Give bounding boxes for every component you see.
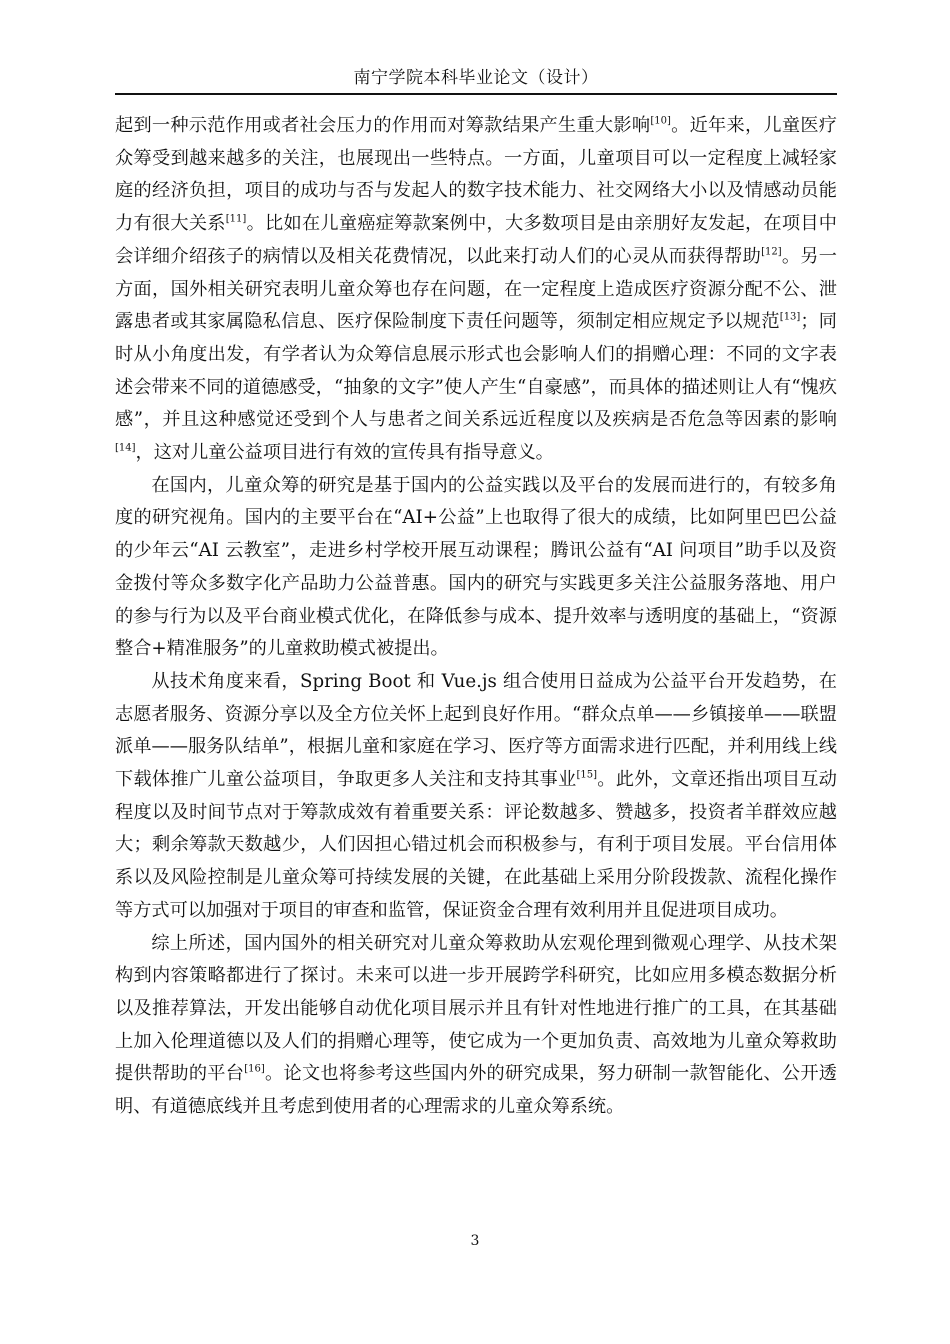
text-run: ，这对儿童公益项目进行有效的宣传具有指导意义。	[135, 442, 554, 464]
text-run: 起到一种示范作用或者社会压力的作用而对筹款结果产生重大影响	[115, 115, 651, 136]
text-run: ；同时从小角度出发，有学者认为众筹信息展示形式也会影响人们的捐赠心理：不同的文字表述会带来不同的道德感受，“抽象的文字”使人产生“自豪感”，而具体的描述则让人有“愧疚感”，并且这种感觉还受到个人与患者之间关系远近程度以及疾病是否危急等因素的影响	[115, 311, 837, 431]
text-run: 。近年来，儿童医疗众筹受到越来越多的关注，也展现出一些特点。一方面，儿童项目可以一定程度上减轻家庭的经济负担，项目的成功与否与发起人的数字技术能力、社交网络大小以及情感动员能力有很大关系	[115, 115, 837, 235]
citation-marker: [13]	[779, 311, 801, 323]
citation-marker: [16]	[244, 1063, 265, 1075]
text-run: 。此外，文章还指出项目互动程度以及时间节点对于筹款成效有着重要关系：评论数越多、赞越多，投资者羊群效应越大；剩余筹款天数越少，人们因担心错过机会而积极参与，有利于项目发展。平台信用体系以及风险控制是儿童众筹可持续发展的关键，在此基础上采用分阶段拨款、流程化操作等方式可以加强对于项目的审查和监管，保证资金合理有效利用并且促进项目成功。	[115, 769, 837, 921]
header-rule	[115, 93, 837, 95]
citation-marker: [15]	[576, 769, 598, 781]
paragraph-1	[115, 110, 837, 470]
page-number: 3	[470, 1233, 480, 1249]
paragraph-4	[115, 928, 837, 1124]
citation-marker: [14]	[115, 442, 136, 454]
text-run: 综上所述，国内国外的相关研究对儿童众筹救助从宏观伦理到微观心理学、从技术架构到内容策略都进行了探讨。未来可以进一步开展跨学科研究，比如应用多模态数据分析以及推荐算法，开发出能够自动优化项目展示并且有针对性地进行推广的工具，在其基础上加入伦理道德以及人们的捐赠心理等，使它成为一个更加负责、高效地为儿童众筹救助提供帮助的平台	[115, 932, 837, 1085]
citation-marker: [11]	[225, 213, 247, 225]
paragraph-2	[115, 470, 837, 666]
text-run: 在国内，儿童众筹的研究是基于国内的公益实践以及平台的发展而进行的，有较多角度的研究视角。国内的主要平台在“AI+公益”上也取得了很大的成绩，比如阿里巴巴公益的少年云“AI 云教室”，走进乡村学校开展互动课程；腾讯公益有“AI 问项目”助手以及资金拨付等众多数字化产品助力公益普惠。国内的研究与实践更多关注公益服务落地、用户的参与行为以及平台商业模式优化，在降低参与成本、提升效率与透明度的基础上，“资源整合+精准服务”的儿童救助模式被提出。	[115, 474, 837, 660]
text-run: 。比如在儿童癌症筹款案例中，大多数项目是由亲朋好友发起，在项目中会详细介绍孩子的病情以及相关花费情况，以此来打动人们的心灵从而获得帮助	[115, 213, 837, 267]
body-text	[115, 110, 837, 1124]
paragraph-3	[115, 666, 837, 928]
citation-marker: [12]	[761, 246, 782, 258]
text-run: 从技术角度来看，Spring Boot 和 Vue.js 组合使用日益成为公益平台开发趋势，在志愿者服务、资源分享以及全方位关怀上起到良好作用。“群众点单——乡镇接单——联盟派单——服务队结单”，根据儿童和家庭在学习、医疗等方面需求进行匹配，并利用线上线下载体推广儿童公益项目，争取更多人关注和支持其事业	[115, 670, 837, 791]
running-header: 南宁学院本科毕业论文（设计）	[353, 68, 599, 88]
text-run: 。另一方面，国外相关研究表明儿童众筹也存在问题，在一定程度上造成医疗资源分配不公、泄露患者或其家属隐私信息、医疗保险制度下责任问题等，须制定相应规定予以规范	[115, 245, 837, 333]
text-run: 。论文也将参考这些国内外的研究成果，努力研制一款智能化、公开透明、有道德底线并且考虑到使用者的心理需求的儿童众筹系统。	[115, 1063, 837, 1118]
citation-marker: [10]	[650, 115, 671, 127]
